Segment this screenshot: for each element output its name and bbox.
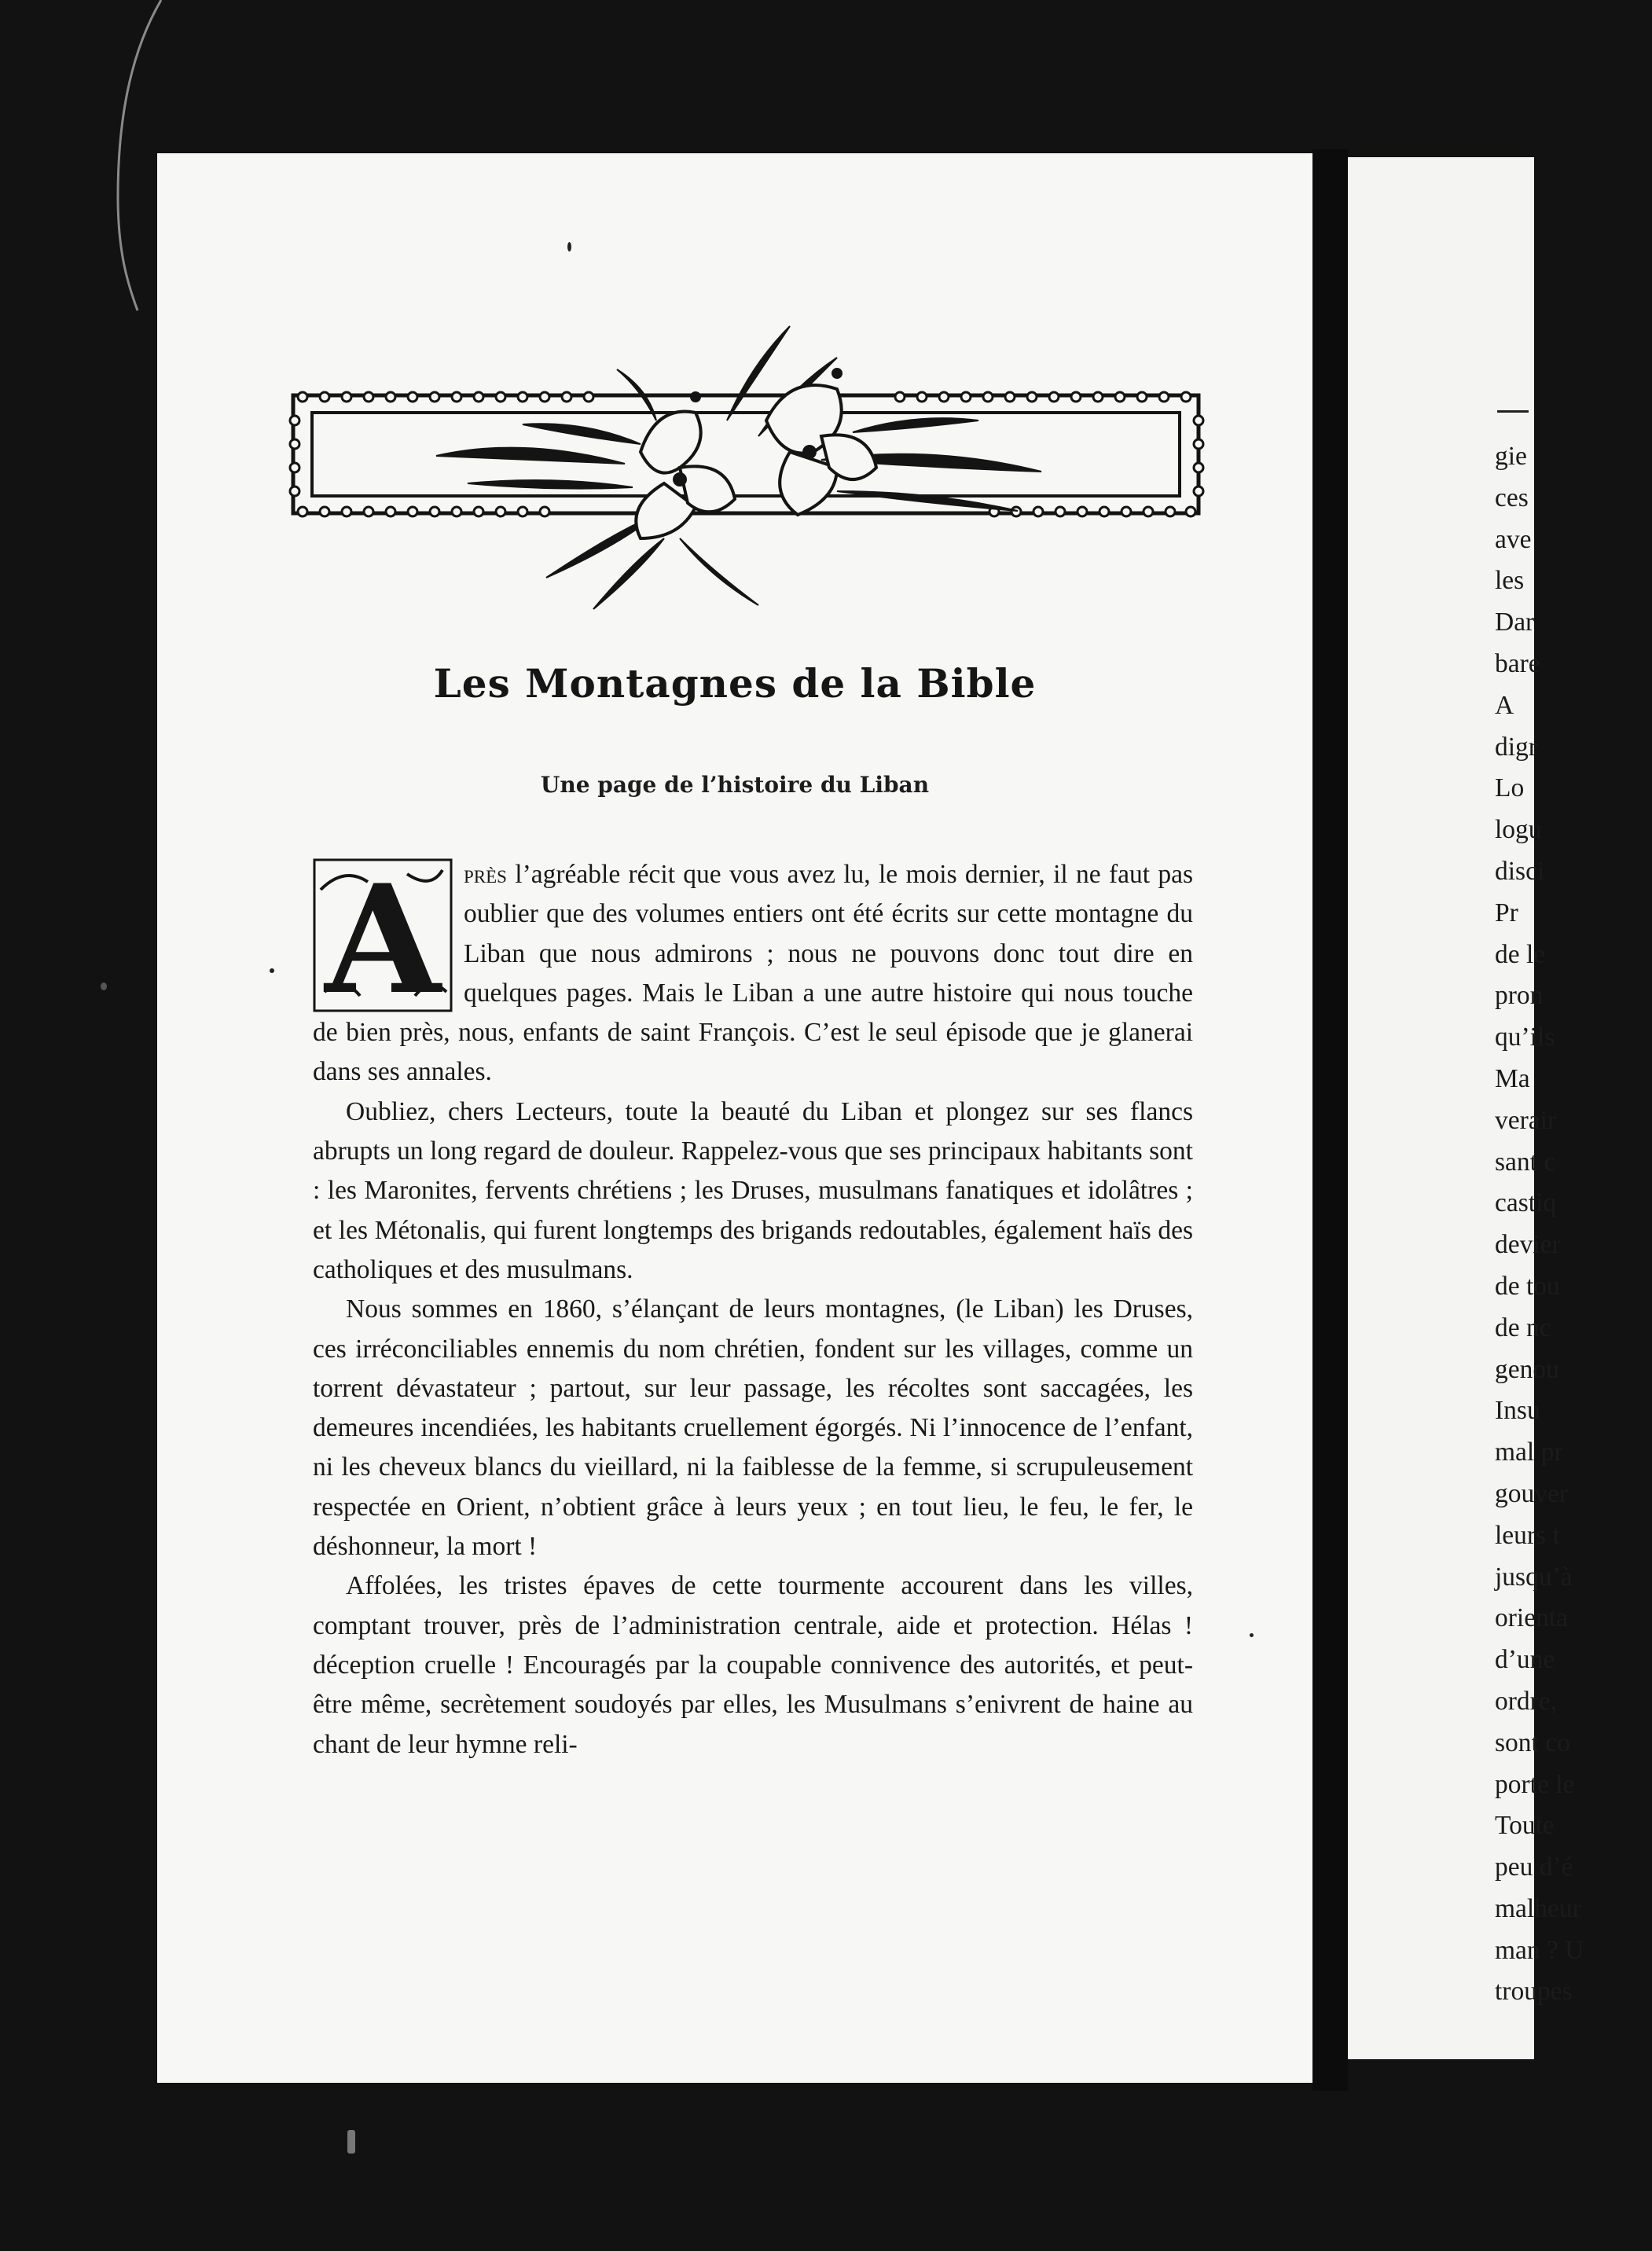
right-page-line: mal pr	[1495, 1438, 1563, 1467]
right-page-line: Toute	[1495, 1811, 1555, 1841]
right-page-line: ave	[1495, 524, 1532, 554]
dust-speck	[1250, 1633, 1254, 1637]
article-body	[313, 852, 1193, 1764]
right-page-line: jusqu’à	[1495, 1562, 1573, 1592]
right-page-line: Insu	[1495, 1396, 1540, 1426]
right-page-line: porte le	[1495, 1769, 1575, 1799]
right-page-line: man ? U	[1495, 1935, 1584, 1965]
right-page-line: gie	[1495, 442, 1527, 471]
dropcap-letter: A	[325, 852, 441, 1027]
right-page-line: malheur	[1495, 1893, 1581, 1923]
page-gutter	[1312, 149, 1348, 2091]
right-page-line: bare	[1495, 648, 1540, 678]
right-page-line: disci	[1495, 856, 1545, 886]
right-page-line: Pr	[1495, 898, 1518, 927]
right-page-line: de tou	[1495, 1271, 1560, 1301]
right-page-line: orienta	[1495, 1603, 1569, 1633]
right-page-line: gouver	[1495, 1478, 1569, 1508]
right-page-line: A	[1495, 690, 1514, 720]
right-page-line: logu	[1495, 815, 1542, 845]
right-page-dash	[1497, 410, 1529, 413]
ornamental-dropcap	[313, 852, 453, 1027]
paragraph-1-text: l’agréable récit que vous avez lu, le mois dernier, il ne faut pas oublier que des volumes entiers ont été écrits sur cette montagne du Liban que nous admirons ; nous ne pouvons donc tout dire en quelques pages. Mais le Liban a une autre histoire qui nous touche de bien près, nous, enfants de saint François. C’est le seul épisode que je glanerai dans ses annales.	[313, 860, 1193, 1087]
floral-headpiece-ornament	[287, 326, 1210, 625]
right-page-line: leurs t	[1495, 1520, 1560, 1550]
right-page-column	[1495, 436, 1652, 2013]
dust-speck	[567, 242, 571, 252]
right-page-line: sont co	[1495, 1728, 1570, 1757]
right-page-line: Lo	[1495, 773, 1525, 803]
dust-speck	[101, 982, 107, 990]
article-subtitle: Une page de l’histoire du Liban	[540, 772, 930, 798]
right-page-line: Dar	[1495, 608, 1535, 637]
paragraph-3: Nous sommes en 1860, s’élançant de leurs montagnes, (le Liban) les Druses, ces irréconciliables ennemis du nom chrétien, fondent sur les villages, comme un torrent dévastateur ; partout, sur leur passage, les récoltes sont saccagées, les demeures incendiées, les habitants cruellement égorgés. Ni l’innocence de l’enfant, ni les cheveux blancs du vieillard, ni la faiblesse de la femme, si scrupuleusement respectée en Orient, n’obtient grâce à leurs yeux ; en tout lieu, le feu, le fer, le déshonneur, la mort !	[313, 1294, 1193, 1562]
right-page-line: Ma	[1495, 1063, 1530, 1093]
article-title: Les Montagnes de la Bible	[433, 660, 1037, 707]
right-page-line: de nc	[1495, 1313, 1551, 1342]
dust-speck	[347, 2130, 355, 2154]
right-page-line: de le	[1495, 939, 1546, 969]
right-page-line: ordre,	[1495, 1686, 1558, 1716]
right-page-line: genou	[1495, 1354, 1559, 1384]
paragraph-1-smallcaps: près	[464, 860, 507, 889]
right-page-line: troupes	[1495, 1977, 1573, 2007]
right-page-line: verair	[1495, 1105, 1557, 1135]
right-page-line: peu d’é	[1495, 1853, 1573, 1882]
right-page-line: sant c	[1495, 1147, 1556, 1177]
right-page-line: pron	[1495, 981, 1544, 1011]
paragraph-4: Affolées, les tristes épaves de cette tourmente accourent dans les villes, comptant trouver, près de l’administration centrale, aide et protection. Hélas ! déception cruelle ! Encouragés par la coupable connivence des autorités, et peut-être même, secrètement soudoyés par elles, les Musulmans s’enivrent de haine au chant de leur hymne reli-	[313, 1571, 1193, 1759]
right-page-line: d’une	[1495, 1645, 1555, 1675]
right-page-line: devier	[1495, 1230, 1561, 1260]
right-page-line: les	[1495, 566, 1525, 596]
right-page-line: qu’ils	[1495, 1023, 1555, 1052]
paragraph-2: Oubliez, chers Lecteurs, toute la beauté du Liban et plongez sur ses flancs abrupts un long regard de douleur. Rappelez-vous que ses principaux habitants sont : les Maronites, fervents chrétiens ; les Druses, musulmans fanatiques et idolâtres ; et les Métonalis, qui furent longtemps des brigands redoutables, également haïs des catholiques et des musulmans.	[313, 1096, 1193, 1284]
right-page-line: ces	[1495, 483, 1529, 512]
right-page-line: digr	[1495, 732, 1537, 762]
dust-speck	[270, 968, 274, 973]
right-page-line: castiq	[1495, 1188, 1557, 1218]
